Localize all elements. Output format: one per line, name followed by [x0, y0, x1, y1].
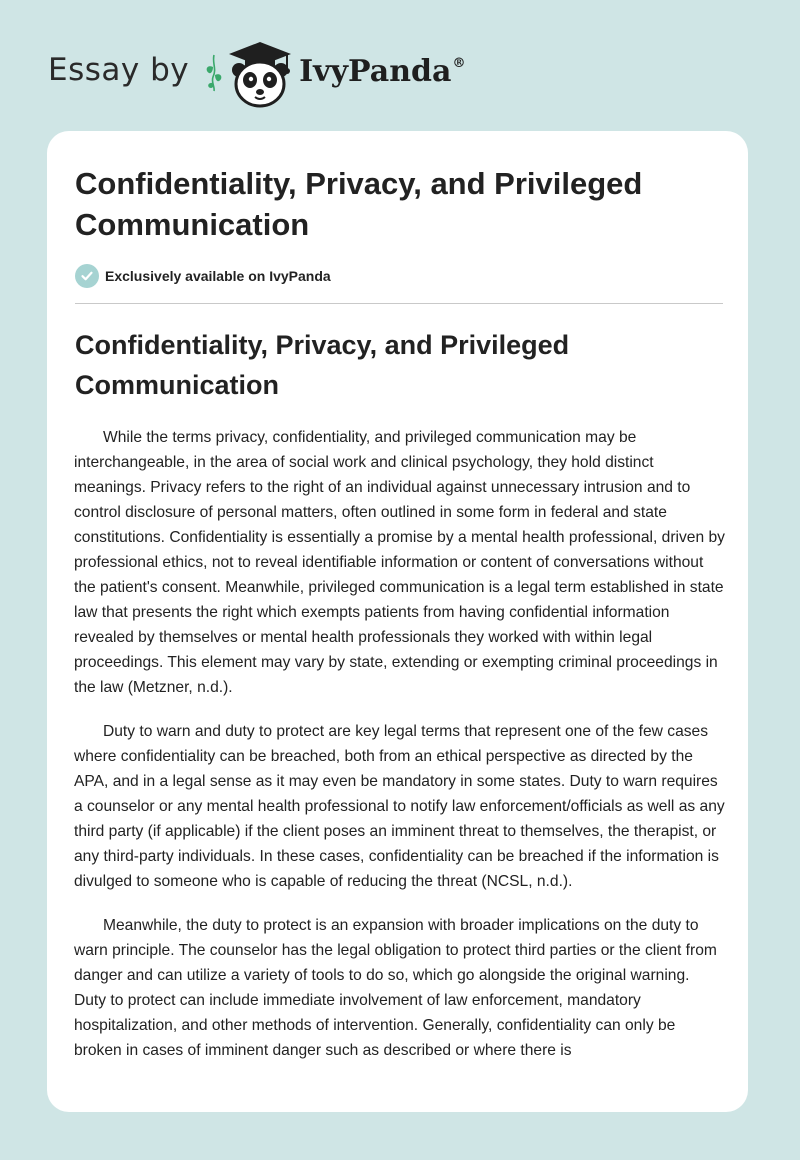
paragraph: Meanwhile, the duty to protect is an expansion with broader implications on the duty to warn principle. The counselor has the legal obligation to protect third parties or the client from danger and can utilize a variety of tools to do so, which go alongside the original warning. Duty to protect can include immediate involvement of law enforcement, mandatory hospitalization, and other methods of intervention. Generally, confidentiality can only be broken in cases of imminent danger such as described or where there is: [74, 917, 717, 1059]
site-header: [48, 28, 465, 118]
paragraph: Duty to warn and duty to protect are key legal terms that represent one of the few cases where confidentiality can be breached, both from an ethical perspective as directed by the APA, and in a legal sense as it may even be mandatory in some states. Duty to warn requires a counselor or any mental health professional to notify law enforcement/officials as well as any third party (if applicable) if the client poses an imminent threat to themselves, the therapist, or any third-party individuals. In these cases, confidentiality can be breached if the information is divulged to someone who is capable of reducing the threat (NCSL, n.d.).: [74, 723, 725, 890]
exclusive-badge: [75, 264, 331, 288]
ivypanda-logo[interactable]: [203, 36, 465, 110]
page-title: Confidentiality, Privacy, and Privileged Communication: [75, 166, 643, 242]
section-heading: Confidentiality, Privacy, and Privileged Communication: [75, 330, 570, 400]
panda-graduate-icon: [225, 36, 295, 110]
exclusive-badge-text: Exclusively available on IvyPanda: [105, 268, 331, 284]
check-circle: [75, 264, 99, 288]
check-icon: [80, 269, 94, 283]
essay-body: [74, 425, 725, 1082]
ivy-leaf-icon: [203, 53, 225, 93]
essay-card: [47, 131, 748, 1112]
essay-by-label: Essay by: [48, 52, 190, 88]
divider: [75, 303, 723, 304]
ivypanda-wordmark: IvyPanda®: [299, 53, 466, 89]
paragraph: While the terms privacy, confidentiality, and privileged communication may be interchangeable, in the area of social work and clinical psychology, they hold distinct meanings. Privacy refers to the right of an individual against unnecessary intrusion and to control disclosure of personal matters, often outlined in some form in federal and state constitutions. Confidentiality is essentially a promise by a mental health professional, driven by professional ethics, not to reveal identifiable information or content of conversations without the patient's consent. Meanwhile, privileged communication is a legal term established in state law that presents the right which exempts patients from having confidential information revealed by themselves or mental health professionals they worked with within legal proceedings. This element may vary by state, extending or exempting criminal proceedings in the law (Metzner, n.d.).: [74, 429, 725, 696]
